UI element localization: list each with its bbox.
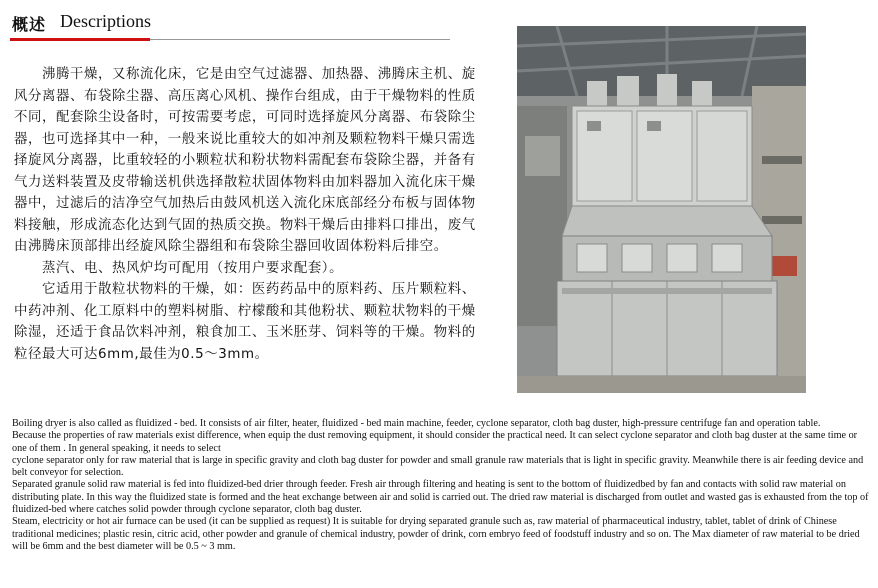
header-accent-rule [10,38,150,41]
chinese-description [14,64,484,365]
section-title-cn: 概述 [12,15,47,34]
en-paragraph: Because the properties of raw materials exist difference, when equip the dust removing equipment, it should consider the practical need. It can select cyclone separator and cloth bag duster at the same time or one of them . In general speaking, it needs to select [12,430,858,454]
cn-paragraph: 沸腾干燥，又称流化床，它是由空气过滤器、加热器、沸腾床主机、旋风分离器、布袋除尘器、高压离心风机、操作台组成，由于干燥物料的性质不同，配套除尘设备时，可按需要考虑，可同时选择旋风分离器、布袋除尘器，也可选择其中一种，一般来说比重较大的如冲剂及颗粒物料干燥只需选择旋风分离器，比重较轻的小颗粒状和粉状物料需配套布袋除尘器，并备有气力送料装置及皮带输送机供选择散粒状固体物料由加料器加入流化床干燥器中，过滤后的洁净空气加热后由鼓风机送入流化床底部经分布板与固体物料接触，形成流态化达到气固的热质交换。物料干燥后由排料口排出，废气由沸腾床顶部排出经旋风除尘器组和布袋除尘器回收固体粉料后排空。 [14,67,476,254]
english-description [12,418,870,553]
en-paragraph: Boiling dryer is also called as fluidized - bed. It consists of air filter, heater, fluidized - bed main machine, feeder, cyclone separator, cloth bag duster, high-pressure centrifuge fan and operation table. [12,418,821,429]
en-paragraph: Steam, electricity or hot air furnace can be used (it can be supplied as request) It is suitable for drying separated granule such as, raw material of pharmaceutical industry, tablet, tablet of drink of Chinese traditional medicines; plastic resin, citric acid, other powder and granule of chemical industry, powder of drink, corn embryo feed of foodstuff industry and so on. The Max diameter of raw material to be dried will be 6mm and the best diameter will be 0.5 ~ 3 mm. [12,516,860,552]
cn-paragraph: 蒸汽、电、热风炉均可配用（按用户要求配套）。 [42,260,344,276]
fluidized-bed-dryer-photo [517,26,806,393]
section-title-en: Descriptions [60,11,151,31]
section-header [10,10,430,36]
dryer-machine-illustration [517,26,806,393]
header-divider [150,39,450,40]
cn-paragraph: 它适用于散粒状物料的干燥，如：医药药品中的原料药、压片颗粒料、中药冲剂、化工原料中的塑料树脂、柠檬酸和其他粉状、颗粒状物料的干燥除湿，还适于食品饮料冲剂，粮食加工、玉米胚芽、饲料等的干燥。物料的粒径最大可达6mm,最佳为0.5～3mm。 [14,282,476,362]
en-paragraph: Separated granule solid raw material is fed into fluidized-bed drier through feeder. Fresh air through filtering and heating is sent to the bottom of fluidizedbed by fan and contacts with solid raw material on distributing plate. In this way the fluidized state is formed and the heat exchange between air and solid is carried out. The dried raw material is discharged from outlet and wasted gas is exhausted from the top of fluidized-bed where catches solid powder through cyclone separator, cloth bag duster. [12,479,869,516]
en-paragraph: cyclone separator only for raw material that is large in specific gravity and cloth bag duster for powder and small granule raw materials that is light in specific gravity. Meanwhile there is air feeding device and belt conveyor for selection. [12,454,864,479]
